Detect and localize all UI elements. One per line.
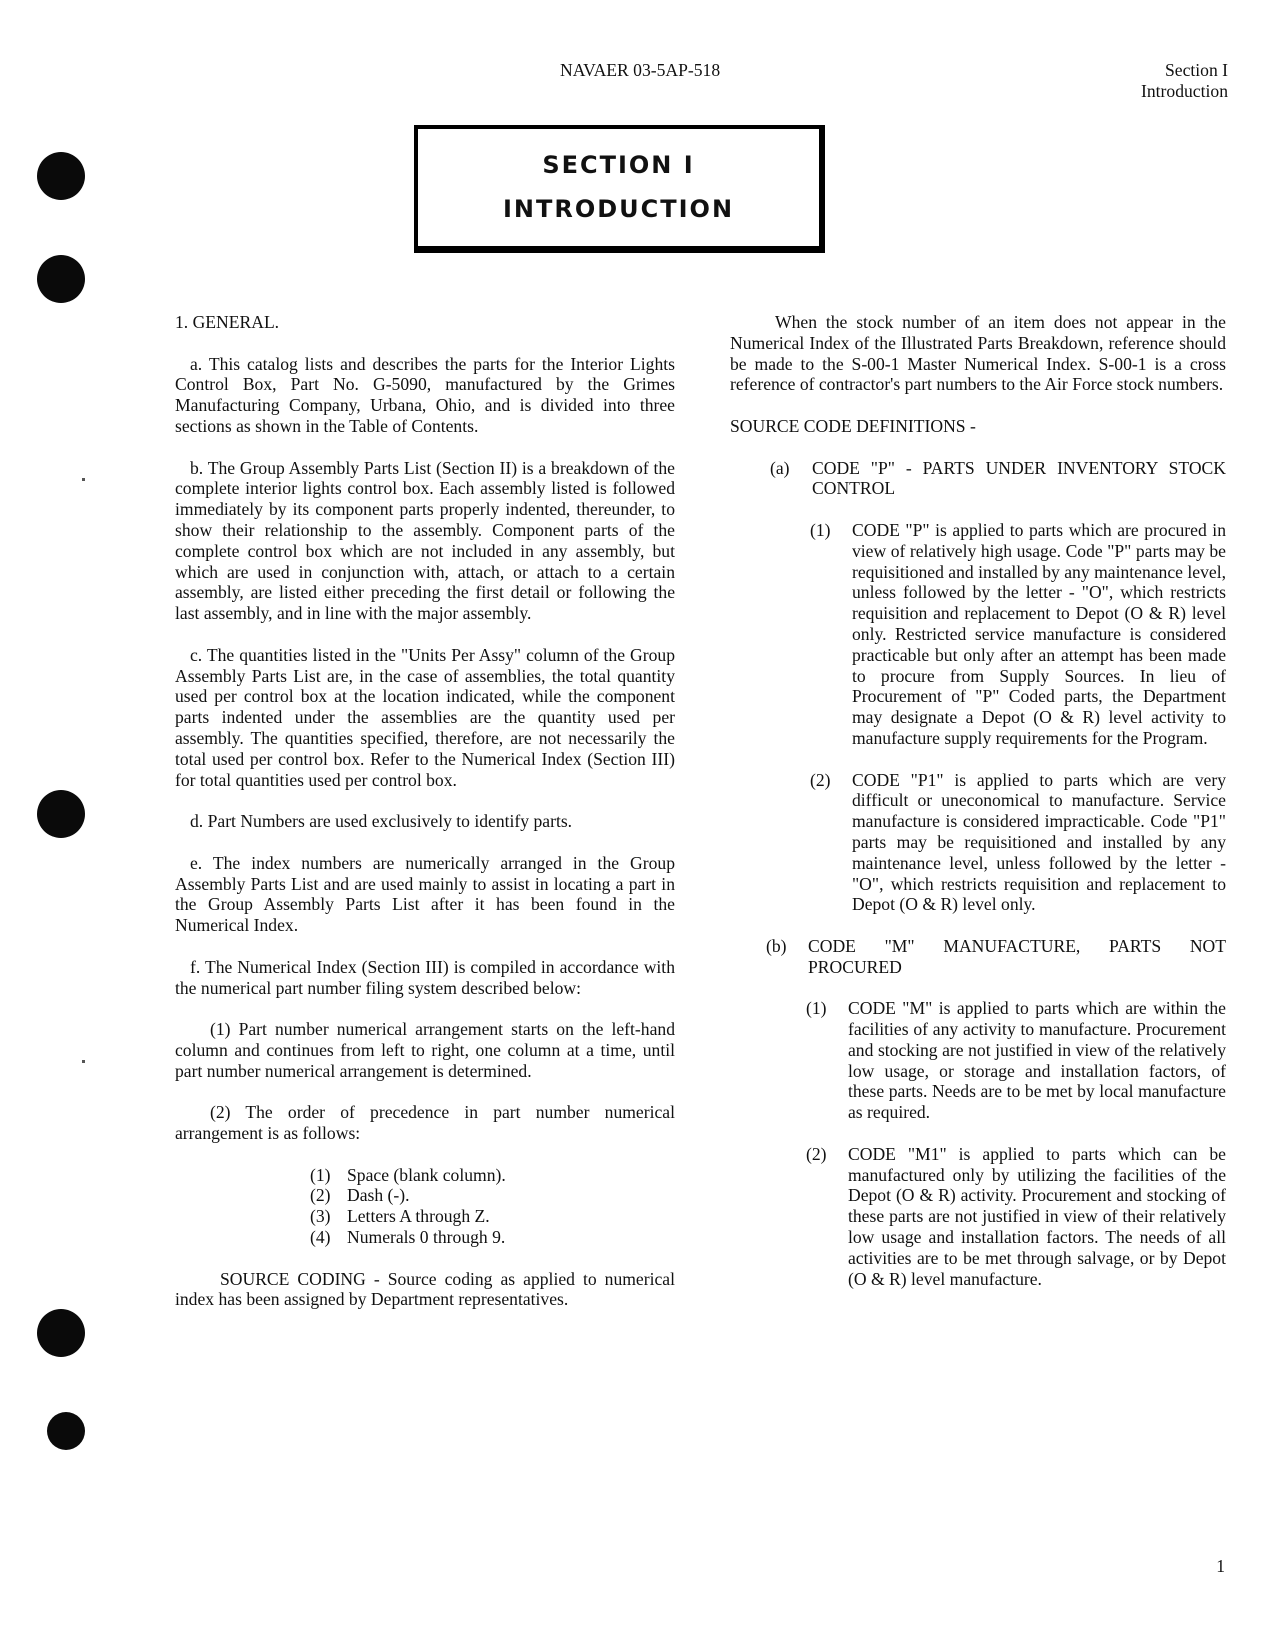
left-column [175,312,675,1331]
code-p-heading: (a) CODE "P" - PARTS UNDER INVENTORY STOCK CONTROL [770,457,1226,499]
list-item: (2) Dash (-). [310,1185,410,1206]
page-number: 1 [1216,1556,1225,1576]
list-item: (3) Letters A through Z. [310,1206,490,1227]
scan-speck [82,1060,85,1063]
source-coding-paragraph: SOURCE CODING - Source coding as applied to numerical index has been assigned by Department representatives. [175,1268,675,1310]
right-column [730,312,1226,1310]
paragraph-e: e. The index numbers are numerically arranged in the Group Assembly Parts List and are used mainly to assist in locating a part in the Group Assembly Parts List after it has been found in the Numerical Index. [175,852,675,936]
paragraph-f1: (1) Part number numerical arrangement starts on the left-hand column and continues from left to right, one column at a time, until part number numerical arrangement is determined. [175,1019,675,1081]
definitions-heading: SOURCE CODE DEFINITIONS - [730,415,976,436]
section-label [1141,60,1228,102]
list-item: (1) Space (blank column). [310,1164,506,1185]
code-m1-definition: (2) CODE "M1" is applied to parts which can be manufactured only by utilizing the facilities of the Depot (O & R) activity. Procurement and stocking of these parts are not justified in view of their relatively low usage and installation factors. The needs of all activities are to be met through salvage, or by Depot (O & R) level manufacture. [806,1143,1226,1289]
code-p1-definition: (2) CODE "P1" is applied to parts which are very difficult or uneconomical to manufacture. Service manufacture is considered impracticable. Code "P1" parts may be requisitioned and installed by any maintenance level, unless followed by the letter - "O", which restricts requisition and replacement to Depot (O & R) level only. [810,769,1226,915]
code-m-definition: (1) CODE "M" is applied to parts which are within the facilities of any activity to manufacture. Procurement and stocking are not justified in view of the relatively low usage, or storage and installation factors, of these parts. Needs are to be met by local manufacture as required. [806,998,1226,1123]
paragraph-d: d. Part Numbers are used exclusively to identify parts. [190,811,573,832]
paragraph-f: f. The Numerical Index (Section III) is compiled in accordance with the numerical part number filing system described below: [175,956,675,998]
document-number: NAVAER 03-5AP-518 [560,60,721,80]
section-title-box [414,125,825,253]
binder-hole [37,1309,85,1357]
list-item: (4) Numerals 0 through 9. [310,1227,506,1248]
binder-hole [37,790,85,838]
code-m-heading: (b) CODE "M" MANUFACTURE, PARTS NOT PROCURED [766,935,1226,977]
precedence-list [310,1165,675,1248]
scan-speck [82,478,85,481]
title-line-1: SECTION I [542,151,695,179]
code-p-definition: (1) CODE "P" is applied to parts which are procured in view of relatively high usage. Code "P" parts may be requisitioned and installed by any maintenance level, unless followed by the letter - "O", which restricts requisition and replacement to Depot (O & R) level only. Restricted service manufacture is considered practicable but only after an attempt has been made to procure from Supply Sources. In lieu of Procurement of "P" Coded parts, the Department may designate a Depot (O & R) level activity to manufacture supply requirements for the Program. [810,519,1226,748]
paragraph-a: a. This catalog lists and describes the parts for the Interior Lights Control Box, Part No. G-5090, manufactured by the Grimes Manufacturing Company, Urbana, Ohio, and is divided into three sections as shown in the Table of Contents. [175,353,675,436]
paragraph-c: c. The quantities listed in the "Units Per Assy" column of the Group Assembly Parts List are, in the case of assemblies, the total quantity used per control box at the location indicated, while the component parts indented under the assemblies are the quantity used per assembly. The quantities specified, therefore, are not necessarily the total used per control box. Refer to the Numerical Index (Section III) for total quantities used per control box. [175,644,675,790]
section-title: Introduction [1141,81,1228,101]
general-heading: 1. GENERAL. [175,312,280,332]
binder-hole [37,152,85,200]
binder-hole [37,255,85,303]
title-line-2: INTRODUCTION [502,195,735,223]
binder-hole [47,1412,85,1450]
section-number: Section I [1164,60,1228,80]
stock-number-paragraph: When the stock number of an item does not appear in the Numerical Index of the Illustrated Parts Breakdown, reference should be made to the S-00-1 Master Numerical Index. S-00-1 is a cross reference of contractor's part numbers to the Air Force stock numbers. [730,312,1226,395]
paragraph-b: b. The Group Assembly Parts List (Section II) is a breakdown of the complete interior lights control box. Each assembly listed is followed immediately by its component parts properly indented, thereunder, to show their relationship to the assembly. Component parts of the complete control box which are not included in any assembly, but which are used in conjunction with, attach, or attach to a certain assembly, are listed either preceding the first detail or following the last assembly, and in line with the major assembly. [175,457,675,624]
paragraph-f2: (2) The order of precedence in part number numerical arrangement is as follows: [175,1102,675,1144]
